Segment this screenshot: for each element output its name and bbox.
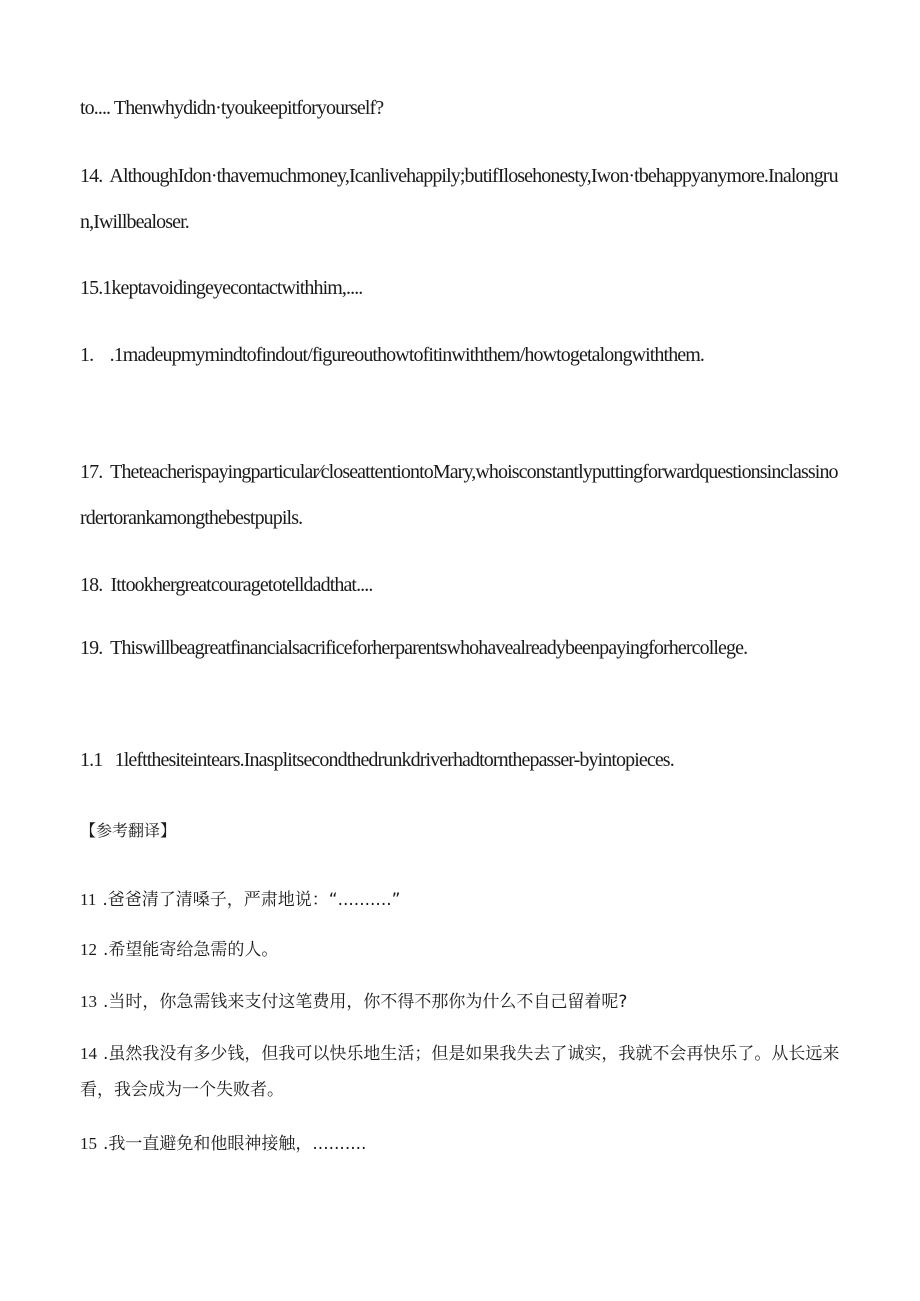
translation-text: .虽然我没有多少钱，但我可以快乐地生活；但是如果我失去了诚实，我就不会再快乐了。从长远来看，我会成为一个失败者。 (80, 1044, 840, 1100)
answer-18: 18. Ittookhergreatcouragetotelldadthat.... (80, 574, 373, 596)
answer-14: 14. AlthoughIdon·thavemuchmoney,Icanlivehappily;butifIlosehonesty,Iwon·tbehappyanymore.Inalongrun,Iwillbealoser. (80, 165, 838, 233)
translation-item (80, 932, 840, 968)
translation-number: 12 (80, 940, 97, 959)
answer-19: 19. Thiswillbeagreatfinancialsacrificeforherparentswhohavealreadybeenpayingforhercollege. (80, 637, 748, 659)
answer-20: 1.1 1leftthesiteintears.Inasplitsecondthedrunkdriverhadtornthepasser-byintopieces. (80, 749, 674, 771)
translation-item (80, 1126, 840, 1162)
answer-17: 17. Theteacherispayingparticular∕closeattentiontoMary,whoisconstantlyputtingforwardquestionsinclassinordertorankamongthebestpupils. (80, 461, 838, 529)
translation-heading: 【参考翻译】 (80, 821, 177, 840)
translation-text: .当时，你急需钱来支付这笔费用，你不得不那你为什么不自己留着呢? (103, 992, 628, 1012)
translation-item (80, 984, 840, 1020)
translation-text: .爸爸清了清嗓子，严肃地说：“..........” (102, 890, 401, 910)
translation-number: 15 (80, 1134, 97, 1153)
answer-15: 15.1keptavoidingeyecontactwithhim,.... (80, 277, 363, 299)
translation-number: 13 (80, 992, 97, 1011)
answer-line-13-continued: to.... Thenwhydidn·tyoukeepitforyourself? (80, 97, 384, 119)
translation-number: 14 (80, 1044, 97, 1063)
translation-number: 11 (80, 890, 97, 909)
translation-item (80, 1036, 840, 1108)
translation-text: .希望能寄给急需的人。 (103, 940, 279, 960)
translation-item (80, 882, 840, 918)
translation-text: .我一直避免和他眼神接触，.......... (103, 1134, 367, 1154)
answer-16: 1. .1madeupmymindtofindout/figureouthowtofitinwiththem/howtogetalongwiththem. (80, 344, 705, 366)
